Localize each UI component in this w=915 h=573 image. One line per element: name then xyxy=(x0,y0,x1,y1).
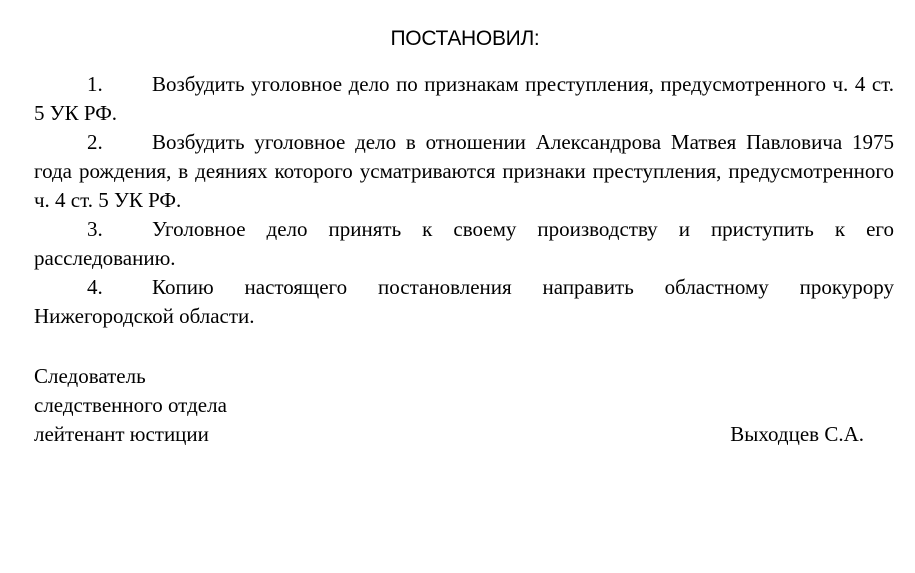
item-text: Уголовное дело принять к своему производству и приступить к его расследованию. xyxy=(34,217,894,270)
signature-position-line-2: следственного отдела xyxy=(34,393,227,417)
signature-rank: лейтенант юстиции xyxy=(34,422,209,446)
resolution-item-2 xyxy=(34,128,894,215)
item-number: 1. xyxy=(87,72,103,96)
item-text: Возбудить уголовное дело по признакам преступления, предусмотренного ч. 4 ст. 5 УК РФ. xyxy=(34,72,894,125)
item-text: Копию настоящего постановления направить областному прокурору Нижегородской области. xyxy=(34,275,894,328)
item-number: 3. xyxy=(87,217,103,241)
signature-rank-row xyxy=(34,420,894,449)
resolution-item-3 xyxy=(34,215,894,273)
item-text: Возбудить уголовное дело в отношении Александрова Матвея Павловича 1975 года рождения, в деяниях которого усматриваются признаки преступления, предусмотренного ч. 4 ст. 5 УК РФ. xyxy=(34,130,894,212)
resolution-items xyxy=(34,70,894,331)
signature-name: Выходцев С.А. xyxy=(730,422,864,446)
signature-block xyxy=(34,362,894,449)
resolution-item-1 xyxy=(34,70,894,128)
item-number: 4. xyxy=(87,275,103,299)
document-heading: ПОСТАНОВИЛ: xyxy=(390,27,540,50)
item-number: 2. xyxy=(87,130,103,154)
signature-position-line-1: Следователь xyxy=(34,364,146,388)
resolution-item-4 xyxy=(34,273,894,331)
